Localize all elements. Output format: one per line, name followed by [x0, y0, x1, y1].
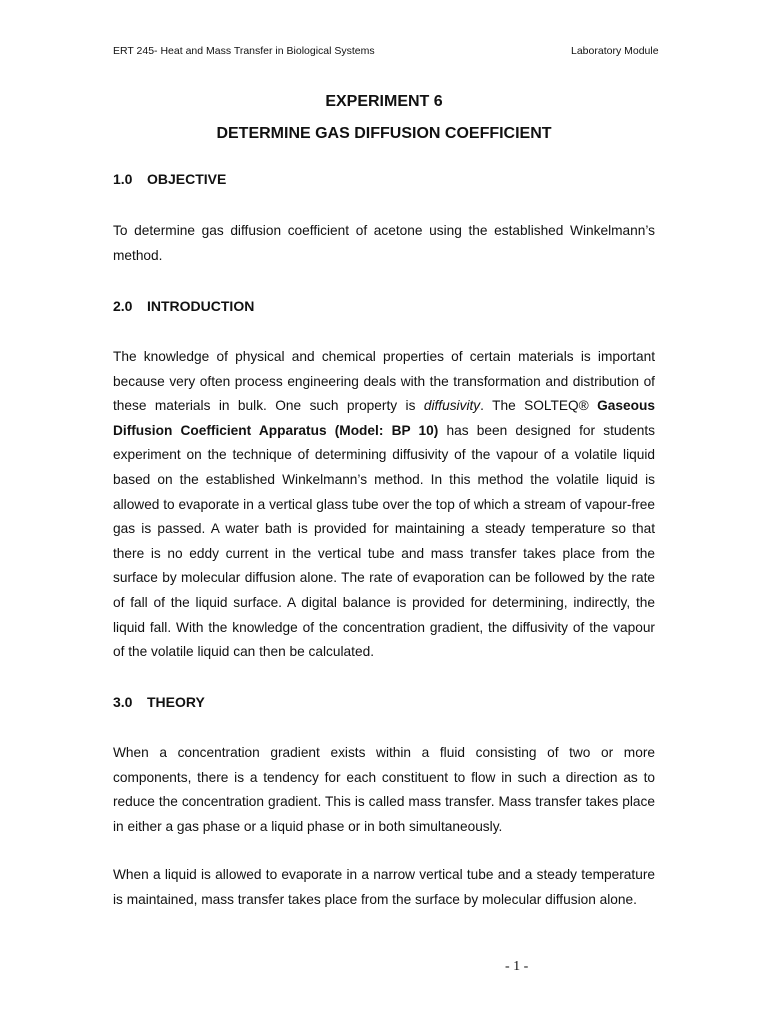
theory-paragraph-1: When a concentration gradient exists within a fluid consisting of two or more components, there is a tendency for each constituent to flow in such a direction as to reduce the concentration gradient. This is called mass transfer. Mass transfer takes place in either a gas phase or a liquid phase or in both simultaneously. — [113, 745, 655, 834]
introduction-text-part-3: has been designed for students experiment on the technique of determining diffusivity of the vapour of a volatile liquid based on the established Winkelmann’s method. In this method the volatile liquid is allowed to evaporate in a vertical glass tube over the top of which a stream of vapour-free gas is passed. A water bath is provided for maintaining a steady temperature so that there is no eddy current in the vertical tube and mass transfer takes place from the surface by molecular diffusion alone. The rate of evaporation can be followed by the rate of fall of the liquid surface. A digital balance is provided for determining, indirectly, the liquid fall. With the knowledge of the concentration gradient, the diffusivity of the vapour of the volatile liquid can then be calculated. — [113, 422, 655, 660]
objective-section-title: OBJECTIVE — [147, 171, 227, 187]
introduction-section-number: 2.0 — [113, 298, 133, 314]
experiment-number: EXPERIMENT 6 — [325, 93, 443, 110]
header-module-label: Laboratory Module — [571, 45, 659, 57]
introduction-paragraph — [113, 345, 655, 665]
objective-heading — [113, 171, 226, 187]
introduction-text-part-1: The knowledge of physical and chemical properties of certain materials is important because very often process engineering deals with the transformation and distribution of these materials in bulk. One such property is — [113, 349, 655, 414]
introduction-section-title: INTRODUCTION — [147, 298, 255, 314]
experiment-title: DETERMINE GAS DIFFUSION COEFFICIENT — [216, 125, 552, 142]
apparatus-name: Gaseous Diffusion Coefficient Apparatus (Model: BP 10) — [113, 398, 655, 438]
theory-heading — [113, 694, 205, 710]
theory-paragraph-2: When a liquid is allowed to evaporate in a narrow vertical tube and a steady temperature is maintained, mass transfer takes place from the surface by molecular diffusion alone. — [113, 867, 655, 907]
theory-section-number: 3.0 — [113, 694, 133, 710]
theory-section-title: THEORY — [147, 694, 205, 710]
objective-section-number: 1.0 — [113, 171, 133, 187]
introduction-text-part-2: . The SOLTEQ® — [480, 398, 598, 414]
diffusivity-term: diffusivity — [423, 398, 481, 414]
header-course-title: ERT 245- Heat and Mass Transfer in Biological Systems — [113, 45, 375, 57]
introduction-heading — [113, 298, 254, 314]
page-number: - 1 - — [505, 959, 529, 974]
objective-paragraph: To determine gas diffusion coefficient of acetone using the established Winkelmann’s method. — [113, 223, 655, 263]
